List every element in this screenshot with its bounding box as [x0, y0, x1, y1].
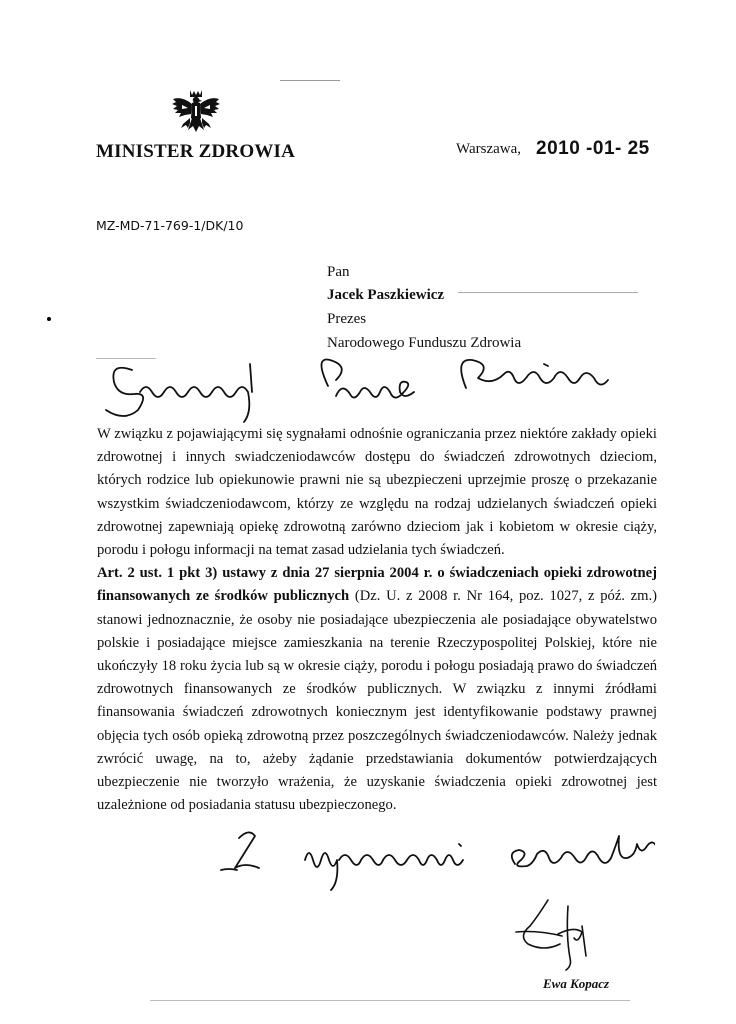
signature-scribble	[508, 896, 608, 974]
scan-artifact	[280, 80, 340, 81]
handwritten-greeting	[100, 352, 640, 424]
statute-explanation: (Dz. U. z 2008 r. Nr 164, poz. 1027, z póź. zm.) stanowi jednoznacznie, że osoby nie posiadające ubezpieczenia ale posiadające obywatelstwo polskie i posiadające miejsce zamieszkania na terenie Rzeczypospolitej Polskiej, które nie ukończyły 18 roku życia lub są w okresie ciąży, porodu i połogu posiadają prawo do świadczeń zdrowotnych finansowanych ze środków publicznych. W związku z innymi źródłami finansowania świadczeń zdrowotnych koniecznym jest identyfikowanie podstawy prawnej objęcia tych osób opieką zdrowotną przez poszczególnych świadczeniodawców. Należy jednak zwrócić uwagę, na to, ażeby żądanie przedstawiania dokumentów potwierdzających ubezpieczenie nie tworzyło wrażenia, że uzyskanie świadczenia opieki zdrowotnej jest uzależnione od posiadania statusu ubezpieczonego.	[97, 588, 658, 814]
recipient-salutation: Pan	[327, 264, 350, 280]
recipient-organization: Narodowego Funduszu Zdrowia	[327, 335, 522, 351]
ministry-title: MINISTER ZDROWIA	[96, 141, 296, 162]
scan-artifact	[458, 292, 638, 293]
recipient-name: Jacek Paszkiewicz	[327, 287, 445, 303]
scan-speck	[47, 317, 51, 321]
date-stamp: 2010 -01- 25	[536, 138, 650, 159]
body-paragraph-2	[97, 562, 657, 817]
body-paragraph-1: W związku z pojawiającymi się sygnałami odnośnie ograniczania przez niektóre zakłady opieki zdrowotnej i innych swiadczeniodawców dostępu do świadczeń zdrowotnych dzieciom, których rodzice lub opiekunowie prawni nie są ubezpieczeni uprzejmie proszę o przekazanie wszystkim świadczeniodawcom, którzy ze względu na rodzaj udzielanych świadczeń opieki zdrowotnej zapewniają opiekę zdrowotną zarówno dzieciom jak i kobietom w okresie ciąży, porodu i połogu informacji na temat zasad udzielania tych świadczeń.	[97, 426, 657, 559]
polish-eagle-emblem-icon	[168, 86, 224, 142]
scan-artifact	[150, 1000, 630, 1001]
statute-citation: Art. 2 ust. 1 pkt 3) ustawy z dnia 27 sierpnia 2004 r. o świadczeniach opieki zdrowotnej finansowanych ze środków publicznych	[97, 565, 657, 605]
letter-body	[97, 423, 657, 817]
reference-number: MZ-MD-71-769-1/DK/10	[96, 218, 244, 233]
city-label: Warszawa,	[456, 141, 522, 157]
signatory-name: Ewa Kopacz	[543, 976, 610, 991]
handwritten-closing	[215, 824, 655, 894]
recipient-title: Prezes	[327, 311, 367, 327]
